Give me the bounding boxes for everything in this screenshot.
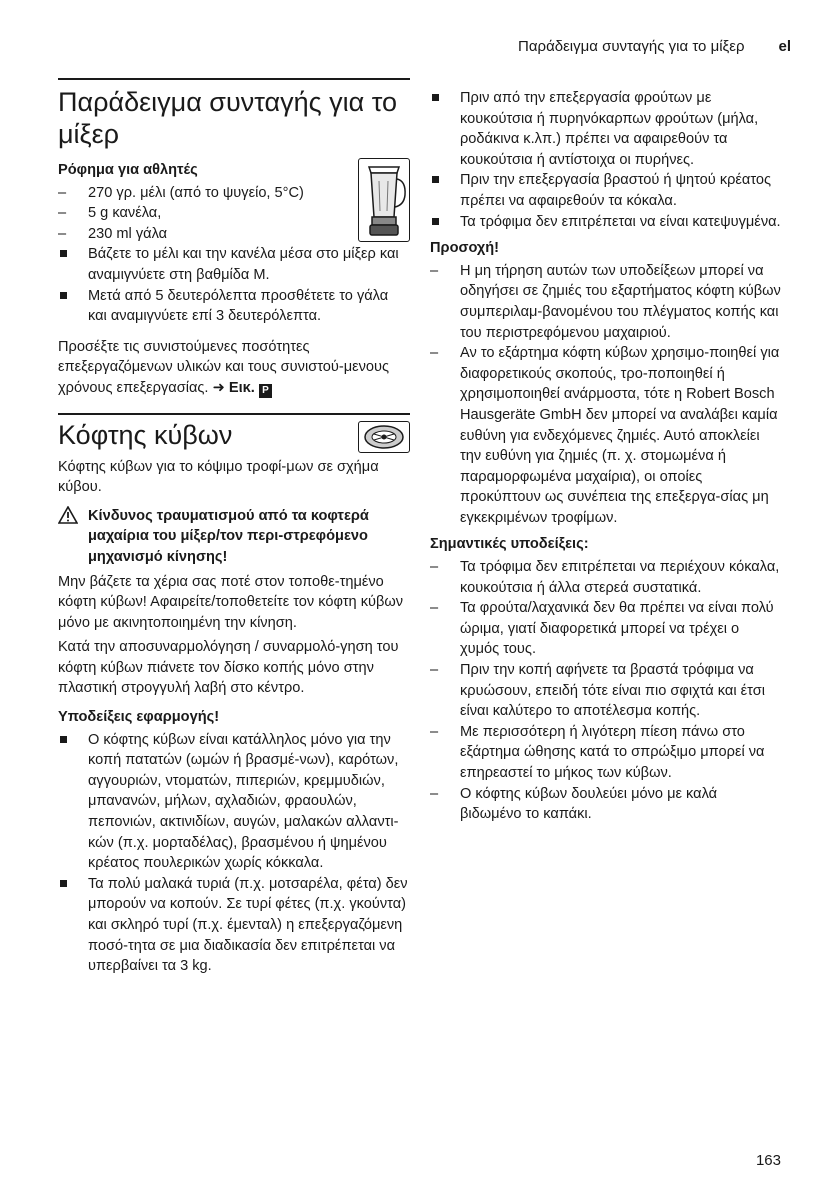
warning-title: Κίνδυνος τραυματισμού από τα κοφτερά μαχαίρια του μίξερ/τον περι-στρεφόμενο μηχανισμό κίνησης! bbox=[88, 507, 369, 565]
list-item: Βάζετε το μέλι και την κανέλα μέσα στο μίξερ και αναμιγνύετε στη βαθμίδα Μ. bbox=[58, 244, 410, 285]
warning-paragraph: Μην βάζετε τα χέρια σας ποτέ στον τοποθε-τημένο κόφτη κύβων! Αφαιρείτε/τοποθετείτε τον κόφτη κύβων μόνο με ακινητοποιημένη την κίνηση. bbox=[58, 573, 404, 631]
right-column bbox=[430, 88, 782, 825]
language-code: el bbox=[778, 38, 791, 55]
running-header bbox=[420, 38, 791, 55]
list-item: Ο κόφτης κύβων είναι κατάλληλος μόνο για την κοπή πατατών (ωμών ή βρασμέ-νων), καρότων, αγγουριών, ντοματών, πιπεριών, κρεμμυδιών, μπανανών, μήλων, αχλαδιών, φραουλών, πεπονιών, ακτινιδίων, αυγών, μαλακών αλλαντι-κών (π.χ. μορταδέλας), βρασμένου ή ψημένου κρέατος πουλερικών χωρίς κόκκαλα. bbox=[58, 730, 410, 874]
cube-cutter-intro: Κόφτης κύβων για το κόψιμο τροφί-μων σε σχήμα κύβου. bbox=[58, 458, 379, 496]
tips-title: Υποδείξεις εφαρμογής! bbox=[58, 709, 220, 726]
figure-ref-label: Εικ. bbox=[228, 379, 255, 396]
section-rule bbox=[58, 78, 410, 80]
dicing-disc-icon bbox=[358, 421, 410, 453]
list-item: – Αν το εξάρτημα κόφτη κύβων χρησιμο-ποιηθεί για διαφορετικούς σκοπούς, τρο-ποποιηθεί ή χρησιμοποιηθεί ανάρμοστα, τότε η Robert Bosch Hausgeräte GmbH δεν μπορεί να αναλάβει καμία ευθύνη για ενδεχόμενες ζημιές. Αυτό αποκλείει την ευθύνη για ζημιές (π. χ. στομωμένα ή παραμορφωμένα μαχαίρια), οι οποίες προκύπτουν ως συνέπεια της επεξεργα-σίας μη εγκεκριμένων τροφίμων. bbox=[430, 345, 780, 526]
list-item: – 230 ml γάλα bbox=[58, 225, 168, 242]
list-item: – 5 g κανέλα, bbox=[58, 205, 162, 222]
warning-paragraph: Κατά την αποσυναρμολόγηση / συναρμολό-γηση του κόφτη κύβων πιάνετε τον δίσκο κοπής μόνο στην πλαστική στρογγυλή λαβή στο κέντρο. bbox=[58, 639, 399, 697]
cube-cutter-section bbox=[58, 413, 410, 977]
header-title: Παράδειγμα συνταγής για το μίξερ bbox=[518, 38, 745, 55]
list-item: – Η μη τήρηση αυτών των υποδείξεων μπορεί να οδηγήσει σε ζημιές του εξαρτήματος κόφτη κύβων συμπεριλαμ-βανομένου του πλέγματος κοπής και του περιστρεφόμενου μαχαιριού. bbox=[430, 262, 781, 341]
warning-triangle-icon bbox=[58, 506, 78, 531]
important-list bbox=[430, 557, 782, 825]
page-number: 163 bbox=[755, 1152, 781, 1169]
list-item: Τα τρόφιμα δεν επιτρέπεται να είναι κατεψυγμένα. bbox=[430, 212, 782, 233]
list-item: Μετά από 5 δευτερόλεπτα προσθέτετε το γάλα και αναμιγνύετε επί 3 δευτερόλεπτα. bbox=[58, 286, 410, 327]
left-column bbox=[58, 78, 410, 977]
cube-cutter-heading: Κόφτης κύβων bbox=[58, 419, 233, 450]
list-item: – Με περισσότερη ή λιγότερη πίεση πάνω στο εξάρτημα ώθησης κατά το σπρώξιμο μπορεί να επηρεαστεί το μήκος των κύβων. bbox=[430, 723, 765, 781]
list-item: – Τα φρούτα/λαχανικά δεν θα πρέπει να είναι πολύ ώριμα, γιατί διαφορετικά μπορεί να τρέχει ο χυμός τους. bbox=[430, 600, 774, 658]
recipe-heading: Παράδειγμα συνταγής για το μίξερ bbox=[58, 87, 398, 149]
list-item: – Πριν την κοπή αφήνετε τα βραστά τρόφιμα να κρυώσουν, επειδή τότε είναι πιο σφιχτά και έτσι είναι καλύτερο το αποτέλεσμα κοπής. bbox=[430, 662, 765, 720]
ingredient-list bbox=[58, 183, 410, 245]
recipe-note: Προσέξτε τις συνιστούμενες ποσότητες επεξεργαζόμενων υλικών και τους συνιστού-μενους χρόνους επεξεργασίας. ➜ Εικ. P bbox=[58, 338, 390, 396]
list-item: Τα πολύ μαλακά τυριά (π.χ. μοτσαρέλα, φέτα) δεν μπορούν να κοπούν. Σε τυρί φέτες (π.χ. γκούντα) και σκληρό τυρί (π.χ. έμενταλ) η επεξεργαζόμενη ποσό-τητα σε μια διαδικασία δεν επιτρέπεται να υπερβαίνει τα 3 kg. bbox=[58, 874, 410, 977]
recipe-section bbox=[58, 78, 410, 399]
figure-ref-badge: P bbox=[259, 384, 272, 398]
list-item: – Τα τρόφιμα δεν επιτρέπεται να περιέχουν κόκαλα, κουκούτσια ή άλλα στερεά συστατικά. bbox=[430, 559, 780, 596]
section-rule bbox=[58, 413, 410, 415]
figure-ref-arrow-icon: ➜ bbox=[212, 379, 225, 396]
recipe-subtitle: Ρόφημα για αθλητές bbox=[58, 162, 198, 178]
caution-title: Προσοχή! bbox=[430, 240, 500, 257]
list-item: – 270 γρ. μέλι (από το ψυγείο, 5°C) bbox=[58, 184, 304, 201]
list-item: Πριν από την επεξεργασία φρούτων με κουκούτσια ή πυρηνόκαρπων φρούτων (μήλα, ροδάκινα κ.λπ.) πρέπει να αφαιρεθούν τα κουκούτσια ή αντίστοιχα οι πυρήνες. bbox=[430, 88, 782, 170]
list-item: Πριν την επεξεργασία βραστού ή ψητού κρέατος πρέπει να αφαιρεθούν τα κόκαλα. bbox=[430, 170, 782, 211]
list-item: – Ο κόφτης κύβων δουλεύει μόνο με καλά βιδωμένο το καπάκι. bbox=[430, 785, 718, 823]
tips-list bbox=[58, 730, 410, 977]
important-title: Σημαντικές υποδείξεις: bbox=[430, 536, 589, 553]
step-list bbox=[58, 244, 410, 326]
caution-list bbox=[430, 261, 782, 529]
warning-block bbox=[58, 506, 410, 568]
preparation-list bbox=[430, 88, 782, 232]
